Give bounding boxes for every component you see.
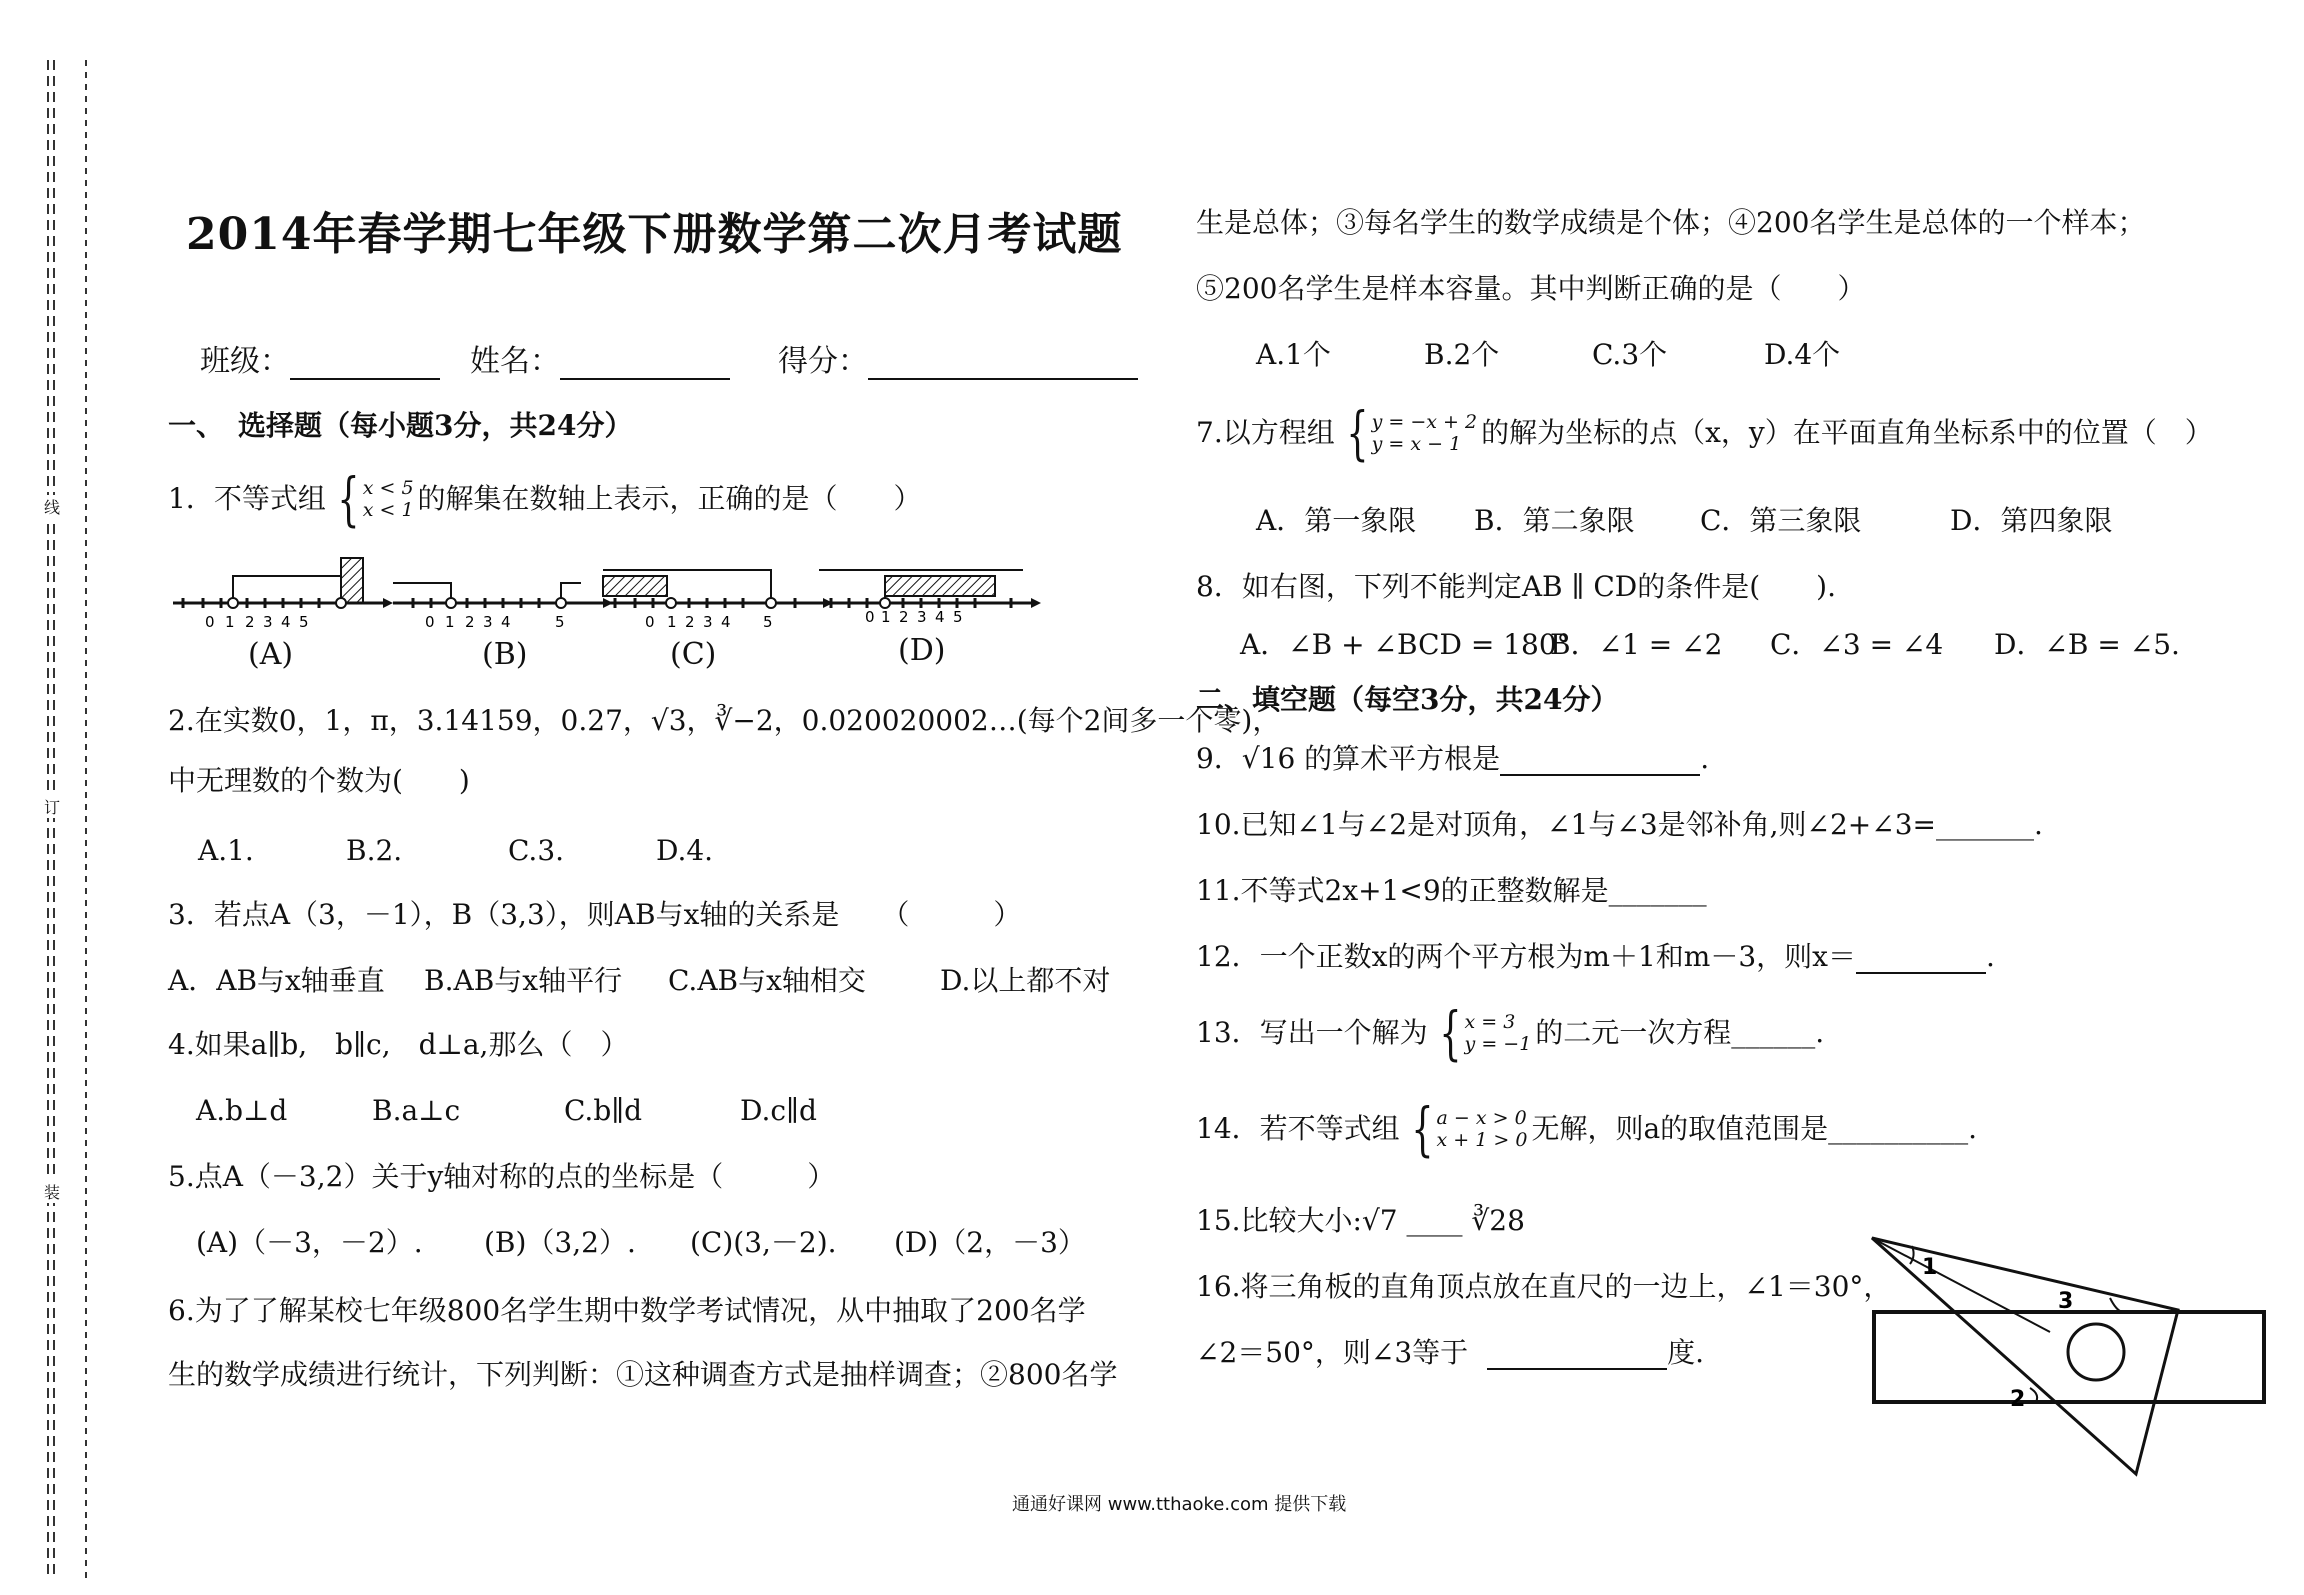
q8-option-c: C．∠3 = ∠4 xyxy=(1770,628,1944,661)
q11-stem: 11.不等式2x+1<9的正整数解是_______ xyxy=(1196,874,1707,907)
q13-row2: y = −1 xyxy=(1464,1033,1532,1055)
angle-2-label: 2 xyxy=(2010,1387,2026,1412)
q16-figure xyxy=(1860,1226,2280,1496)
q4-stem: 4.如果a∥b, b∥c, d⊥a,那么（ ） xyxy=(168,1028,629,1061)
q6-option-c: C.3个 xyxy=(1592,338,1668,371)
number-line-c xyxy=(601,570,833,631)
q5-stem: 5.点A（－3,2）关于y轴对称的点的坐标是（ ） xyxy=(168,1160,836,1193)
q1c-tick-5: 5 xyxy=(763,613,773,631)
angle-3-label: 3 xyxy=(2058,1289,2074,1314)
q16-text: ∠2＝50°，则∠3等于 xyxy=(1196,1336,1469,1369)
q14-prefix: 14．若不等式组 xyxy=(1196,1112,1400,1145)
number-line-a xyxy=(173,558,393,631)
q1b-tick-5: 5 xyxy=(555,613,565,631)
q5-option-d: (D)（2，－3） xyxy=(894,1226,1086,1259)
q13-prefix: 13．写出一个解为 xyxy=(1196,1016,1428,1049)
q3-option-a: A．AB与x轴垂直 xyxy=(168,964,385,997)
name-label: 姓名： xyxy=(470,344,560,379)
footer-source: 通通好课网 www.tthaoke.com 提供下载 xyxy=(1012,1494,1347,1515)
number-line-b xyxy=(393,583,613,631)
q12-text: 12．一个正数x的两个平方根为m＋1和m－3，则x＝ xyxy=(1196,940,1856,973)
q6-line3: 生是总体；③每名学生的数学成绩是个体；④200名学生是总体的一个样本； xyxy=(1196,206,2146,239)
q7-option-d: D．第四象限 xyxy=(1950,504,2113,537)
q8-stem: 8．如右图，下列不能判定AB ∥ CD的条件是( ). xyxy=(1196,570,1836,603)
q1d-tick-3: 3 xyxy=(917,608,927,626)
q14-stem xyxy=(1196,1095,1978,1163)
q6-option-b: B.2个 xyxy=(1424,338,1500,371)
q3-option-d: D.以上都不对 xyxy=(940,964,1111,997)
q1a-tick-3: 3 xyxy=(263,613,273,631)
q1b-tick-2: 2 xyxy=(465,613,475,631)
q5-option-b: (B)（3,2）. xyxy=(484,1226,636,1259)
q4-option-b: B.a⊥c xyxy=(372,1094,461,1127)
q2-option-b: B.2. xyxy=(346,834,403,867)
q7-row2: y = x − 1 xyxy=(1371,433,1462,455)
q14-system: { a − x > 0 x + 1 > 0 xyxy=(1411,1095,1528,1163)
q1b-tick-0: 0 xyxy=(425,613,435,631)
q1-stem xyxy=(168,465,922,533)
q1b-tick-4: 4 xyxy=(501,613,511,631)
angle-1-label: 1 xyxy=(1922,1255,1938,1280)
q1c-tick-4: 4 xyxy=(721,613,731,631)
q5-option-a: (A)（－3，－2）. xyxy=(196,1226,423,1259)
q2-line1: 2.在实数0，1，π，3.14159，0.27，√3，∛−2，0.020020002…(每个2间多一个零)， xyxy=(168,704,1281,737)
q1-prefix: 1．不等式组 xyxy=(168,482,326,515)
q2-option-d: D.4. xyxy=(656,834,714,867)
q7-prefix: 7.以方程组 xyxy=(1196,416,1335,449)
q7-stem xyxy=(1196,399,2213,467)
section2-title: 二、填空题（每空3分，共24分） xyxy=(1196,683,1619,716)
q9-stem xyxy=(1196,742,1709,776)
q7-option-c: C．第三象限 xyxy=(1700,504,1862,537)
q16-line1: 16.将三角板的直角顶点放在直尺的一边上，∠1＝30°， xyxy=(1196,1270,1892,1303)
q1b-tick-3: 3 xyxy=(483,613,493,631)
q6-option-a: A.1个 xyxy=(1256,338,1331,371)
binding-char-bottom: 装 xyxy=(44,1180,60,1203)
q16-end: 度. xyxy=(1667,1336,1704,1369)
class-blank xyxy=(290,348,440,380)
q4-option-c: C.b∥d xyxy=(564,1094,643,1127)
q9-end: . xyxy=(1700,742,1710,775)
q8-option-d: D．∠B = ∠5. xyxy=(1994,628,2180,661)
q13-row1: x = 3 xyxy=(1464,1011,1516,1033)
score-label: 得分： xyxy=(778,344,868,379)
ruler xyxy=(1874,1312,2264,1402)
q5-option-c: (C)(3,－2). xyxy=(690,1226,837,1259)
exam-title: 2014年春学期七年级下册数学第二次月考试题 xyxy=(186,209,1123,260)
binding-lines xyxy=(40,60,100,1580)
q1-system: { x < 5 x < 1 xyxy=(337,465,414,533)
q4-option-a: A.b⊥d xyxy=(196,1094,288,1127)
q1c-tick-3: 3 xyxy=(703,613,713,631)
q2-option-c: C.3. xyxy=(508,834,565,867)
triangle-plate xyxy=(1872,1238,2178,1474)
score-blank xyxy=(868,348,1138,380)
q9-text: 9．√16 的算术平方根是 xyxy=(1196,742,1501,775)
q1-option-d: (D) xyxy=(898,633,946,668)
q16-blank xyxy=(1487,1338,1667,1370)
q16-line2 xyxy=(1196,1336,1704,1370)
q1a-tick-4: 4 xyxy=(281,613,291,631)
q13-stem xyxy=(1196,999,1825,1067)
score-field xyxy=(778,336,1138,380)
q6-line4: ⑤200名学生是样本容量。其中判断正确的是（ ） xyxy=(1196,272,1866,305)
q12-end: . xyxy=(1985,940,1995,973)
q1a-tick-1: 1 xyxy=(225,613,235,631)
q13-suffix: 的二元一次方程______. xyxy=(1535,1016,1825,1049)
q1d-tick-1: 1 xyxy=(881,608,891,626)
binding-char-top: 线 xyxy=(44,495,60,518)
q13-system: { x = 3 y = −1 xyxy=(1439,999,1532,1067)
q1-suffix: 的解集在数轴上表示，正确的是（ ） xyxy=(417,482,922,515)
q7-system: { y = −x + 2 y = x − 1 xyxy=(1346,399,1478,467)
q1c-tick-2: 2 xyxy=(685,613,695,631)
name-field xyxy=(470,336,730,380)
q1a-tick-0: 0 xyxy=(205,613,215,631)
q1d-tick-2: 2 xyxy=(899,608,909,626)
q6-line2: 生的数学成绩进行统计，下列判断：①这种调查方式是抽样调查；②800名学 xyxy=(168,1358,1118,1391)
q1c-tick-0: 0 xyxy=(645,613,655,631)
number-line-d xyxy=(819,570,1041,626)
q1d-tick-5: 5 xyxy=(953,608,963,626)
class-field xyxy=(200,336,440,380)
q1-row2: x < 1 xyxy=(362,499,414,521)
q1d-tick-4: 4 xyxy=(935,608,945,626)
q3-option-b: B.AB与x轴平行 xyxy=(424,964,623,997)
q8-option-a: A．∠B + ∠BCD = 180° xyxy=(1240,628,1571,661)
q1c-tick-1: 1 xyxy=(667,613,677,631)
q3-option-c: C.AB与x轴相交 xyxy=(668,964,866,997)
name-blank xyxy=(560,348,730,380)
class-label: 班级： xyxy=(200,344,290,379)
q14-row2: x + 1 > 0 xyxy=(1436,1129,1528,1151)
q4-option-d: D.c∥d xyxy=(740,1094,817,1127)
binding-char-mid: 订 xyxy=(44,795,60,818)
q2-option-a: A.1. xyxy=(198,834,254,867)
q7-suffix: 的解为坐标的点（x，y）在平面直角坐标系中的位置（ ） xyxy=(1481,416,2213,449)
q1a-tick-5: 5 xyxy=(299,613,309,631)
q9-blank xyxy=(1500,744,1700,776)
q1-option-b: (B) xyxy=(482,637,528,672)
q7-option-a: A．第一象限 xyxy=(1256,504,1417,537)
q1d-tick-0: 0 xyxy=(865,608,875,626)
q6-line1: 6.为了了解某校七年级800名学生期中数学考试情况，从中抽取了200名学 xyxy=(168,1294,1086,1327)
q15-stem: 15.比较大小:√7 ____ ∛28 xyxy=(1196,1204,1525,1237)
q6-option-d: D.4个 xyxy=(1764,338,1841,371)
q2-line2: 中无理数的个数为( ) xyxy=(168,764,470,797)
q14-suffix: 无解，则a的取值范围是__________. xyxy=(1531,1112,1978,1145)
q8-option-b: B．∠1 = ∠2 xyxy=(1550,628,1723,661)
q1b-tick-1: 1 xyxy=(445,613,455,631)
q1-row1: x < 5 xyxy=(362,477,414,499)
q7-option-b: B．第二象限 xyxy=(1474,504,1635,537)
q12-blank xyxy=(1856,942,1986,974)
q1-option-c: (C) xyxy=(670,637,717,672)
q1-number-lines xyxy=(165,556,1045,636)
q1a-tick-2: 2 xyxy=(245,613,255,631)
q14-row1: a − x > 0 xyxy=(1436,1107,1527,1129)
q3-stem: 3．若点A（3，－1），B（3,3），则AB与x轴的关系是 （ ） xyxy=(168,898,1022,931)
section1-title: 一、 选择题（每小题3分，共24分） xyxy=(168,409,633,442)
q10-stem: 10.已知∠1与∠2是对顶角，∠1与∠3是邻补角,则∠2+∠3=_______. xyxy=(1196,808,2043,841)
q7-row1: y = −x + 2 xyxy=(1371,411,1478,433)
q1-option-a: (A) xyxy=(248,637,294,672)
q12-stem xyxy=(1196,940,1995,974)
